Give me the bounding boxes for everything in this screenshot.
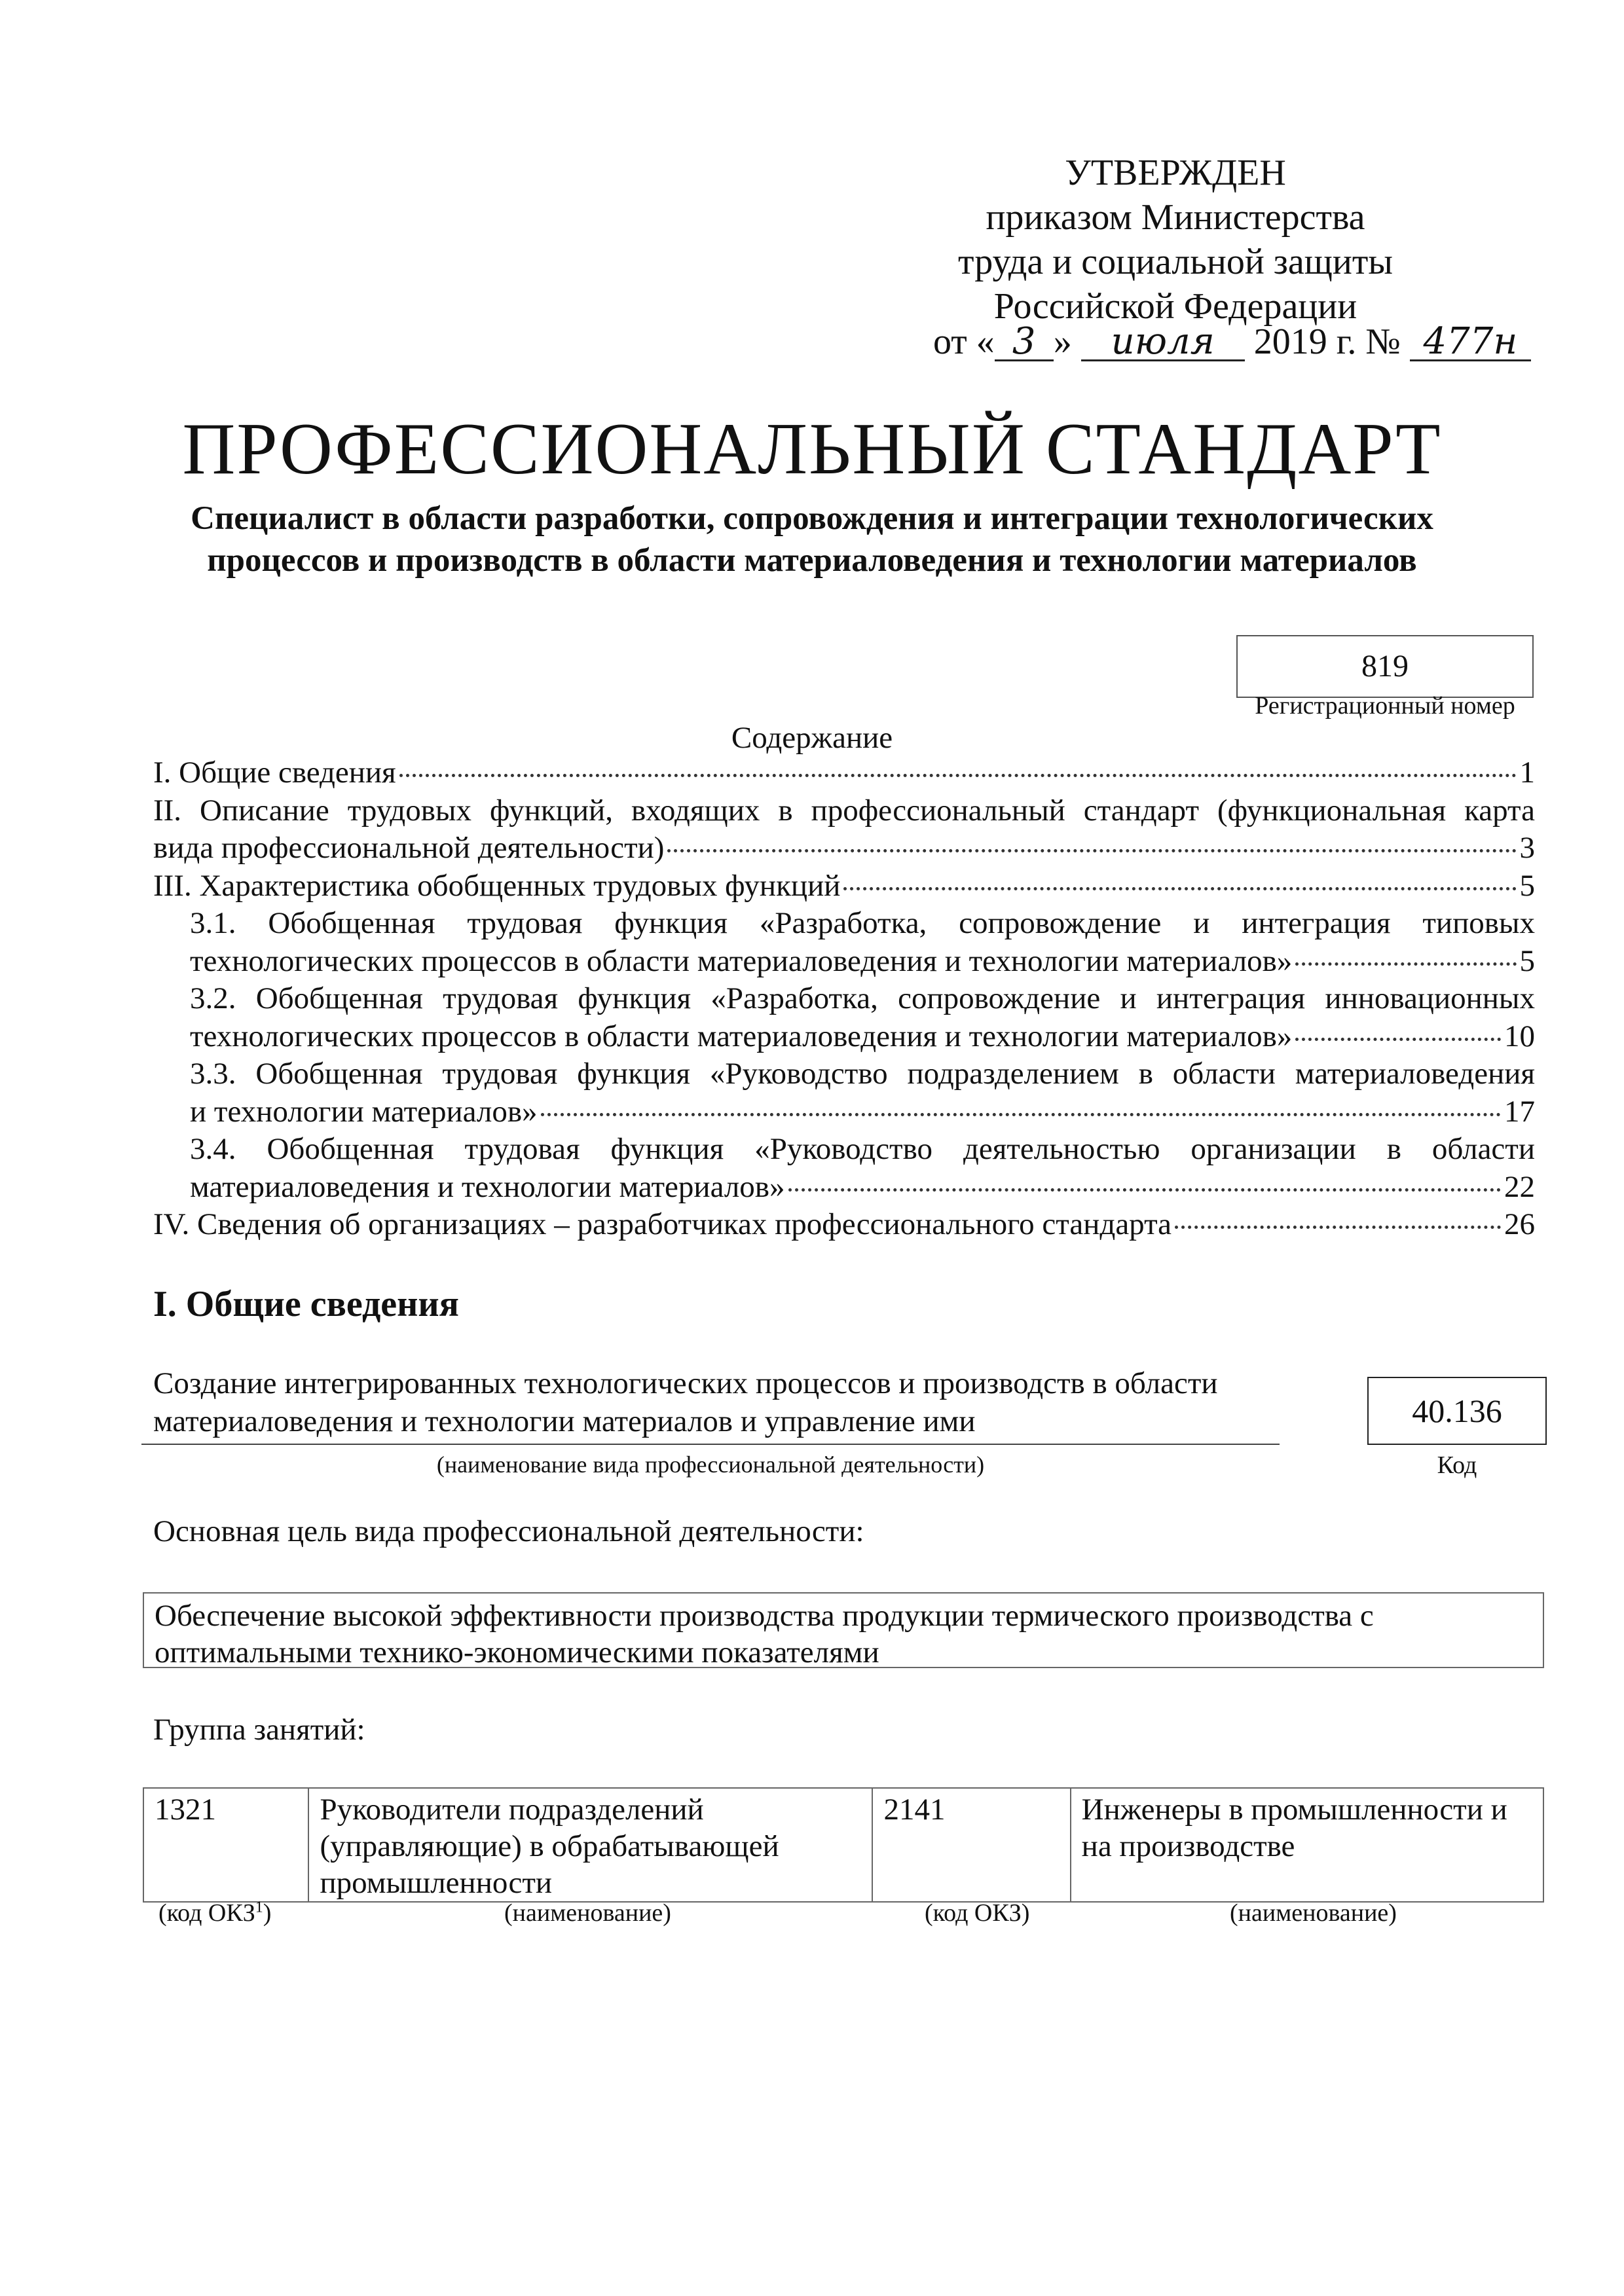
approval-title: УТВЕРЖДЕН xyxy=(1065,153,1286,193)
toc-page-number: 17 xyxy=(1504,1094,1535,1129)
occupation-group-label: Группа занятий: xyxy=(153,1713,365,1747)
toc-title: Содержание xyxy=(731,721,893,755)
table-of-contents xyxy=(153,754,1535,1244)
toc-entry-4[interactable] xyxy=(153,1206,1535,1244)
goal-box: Обеспечение высокой эффективности производства продукции термического производства с оптимальными технико-экономическими показателями xyxy=(143,1592,1544,1668)
toc-entry-text: 3.4. Обобщенная трудовая функция «Руководство деятельностью организации в области xyxy=(190,1132,1535,1166)
toc-entry-text: технологических процессов в области материаловедения и технологии материалов» xyxy=(190,943,1293,978)
activity-underline xyxy=(141,1444,1280,1445)
toc-entry-text: IV. Сведения об организациях – разработчиках профессионального стандарта xyxy=(153,1207,1172,1241)
table-row xyxy=(143,1788,1543,1902)
toc-entry-text: материаловедения и технологии материалов» xyxy=(190,1169,785,1204)
toc-page-number: 22 xyxy=(1504,1169,1535,1204)
goal-label: Основная цель вида профессиональной деятельности: xyxy=(153,1514,864,1548)
handwritten-month: июля xyxy=(1081,324,1245,361)
document-subtitle: Специалист в области разработки, сопровождения и интеграции технологических процессов и производств в области материаловедения и технологии материалов xyxy=(191,500,1433,579)
occupation-group-table xyxy=(143,1787,1544,1903)
toc-leader-dots xyxy=(541,1113,1501,1116)
activity-code-caption: Код xyxy=(1437,1451,1477,1479)
toc-entry-text: 3.3. Обобщенная трудовая функция «Руководство подразделением в области материаловедения xyxy=(190,1057,1535,1091)
approval-line-ministry: труда и социальной защиты xyxy=(958,242,1393,282)
section-title: I. Общие сведения xyxy=(153,1284,459,1324)
toc-entry-3-3[interactable] xyxy=(190,1055,1535,1131)
handwritten-day: 3 xyxy=(995,324,1054,361)
activity-caption: (наименование вида профессиональной деятельности) xyxy=(436,1451,985,1478)
approval-line-federation: Российской Федерации xyxy=(993,286,1357,327)
toc-page-number: 10 xyxy=(1504,1019,1535,1053)
toc-entry-3-4[interactable] xyxy=(190,1131,1535,1206)
toc-page-number: 5 xyxy=(1519,868,1535,903)
caption-text: (код ОКЗ xyxy=(158,1899,255,1927)
okz-name-cell: Руководители подразделений (управляющие) в обрабатывающей промышленности xyxy=(308,1788,872,1902)
toc-entry-3[interactable] xyxy=(153,867,1535,905)
toc-leader-dots xyxy=(1295,962,1516,966)
okz-name-cell: Инженеры в промышленности и на производстве xyxy=(1071,1788,1543,1902)
approval-line-order: приказом Министерства xyxy=(986,197,1365,238)
document-title: ПРОФЕССИОНАЛЬНЫЙ СТАНДАРТ xyxy=(182,409,1442,490)
activity-name: Создание интегрированных технологических процессов и производств в области материаловедения и технологии материалов и управление ими xyxy=(153,1366,1218,1438)
toc-page-number: 3 xyxy=(1519,831,1535,865)
okz-code-cell: 1321 xyxy=(143,1788,308,1902)
approval-block xyxy=(881,151,1470,329)
toc-leader-dots xyxy=(788,1188,1502,1192)
toc-entry-text: и технологии материалов» xyxy=(190,1094,538,1129)
okz-name-caption: (наименование) xyxy=(504,1899,671,1927)
okz-name-caption: (наименование) xyxy=(1230,1899,1397,1927)
toc-entry-text: 3.1. Обобщенная трудовая функция «Разработка, сопровождение и интеграция типовых xyxy=(190,906,1535,940)
toc-page-number: 1 xyxy=(1519,756,1535,790)
toc-entry-text: III. Характеристика обобщенных трудовых функций xyxy=(153,868,841,903)
handwritten-order-number: 477н xyxy=(1410,324,1531,361)
toc-leader-dots xyxy=(667,849,1516,852)
toc-leader-dots xyxy=(399,774,1517,777)
caption-text: ) xyxy=(263,1899,272,1927)
toc-page-number: 26 xyxy=(1504,1207,1535,1241)
toc-leader-dots xyxy=(1295,1038,1501,1041)
date-mid: » xyxy=(1053,321,1072,362)
okz-code-caption: (код ОКЗ) xyxy=(925,1899,1030,1927)
toc-entry-text: II. Описание трудовых функций, входящих в профессиональный стандарт (функциональная карта xyxy=(153,793,1535,828)
okz-code-caption xyxy=(158,1899,271,1927)
approval-date-line xyxy=(933,321,1531,363)
toc-entry-3-1[interactable] xyxy=(190,905,1535,980)
footnote-mark: 1 xyxy=(255,1899,263,1916)
toc-entry-3-2[interactable] xyxy=(190,980,1535,1055)
toc-entry-text: вида профессиональной деятельности) xyxy=(153,831,665,865)
toc-entry-text: 3.2. Обобщенная трудовая функция «Разработка, сопровождение и интеграция инновационных xyxy=(190,981,1535,1015)
registration-number-box: 819 xyxy=(1236,635,1534,698)
registration-number-label: Регистрационный номер xyxy=(1255,692,1515,720)
toc-entry-text: I. Общие сведения xyxy=(153,756,396,790)
toc-entry-text: технологических процессов в области материаловедения и технологии материалов» xyxy=(190,1019,1293,1053)
toc-leader-dots xyxy=(843,887,1516,890)
toc-page-number: 5 xyxy=(1519,943,1535,978)
toc-leader-dots xyxy=(1175,1226,1501,1229)
date-prefix: от « xyxy=(933,321,995,362)
activity-code-box: 40.136 xyxy=(1367,1377,1547,1445)
toc-entry-2[interactable] xyxy=(153,792,1535,867)
okz-code-cell: 2141 xyxy=(872,1788,1070,1902)
date-year: 2019 г. № xyxy=(1253,321,1401,362)
toc-entry-1[interactable] xyxy=(153,754,1535,792)
